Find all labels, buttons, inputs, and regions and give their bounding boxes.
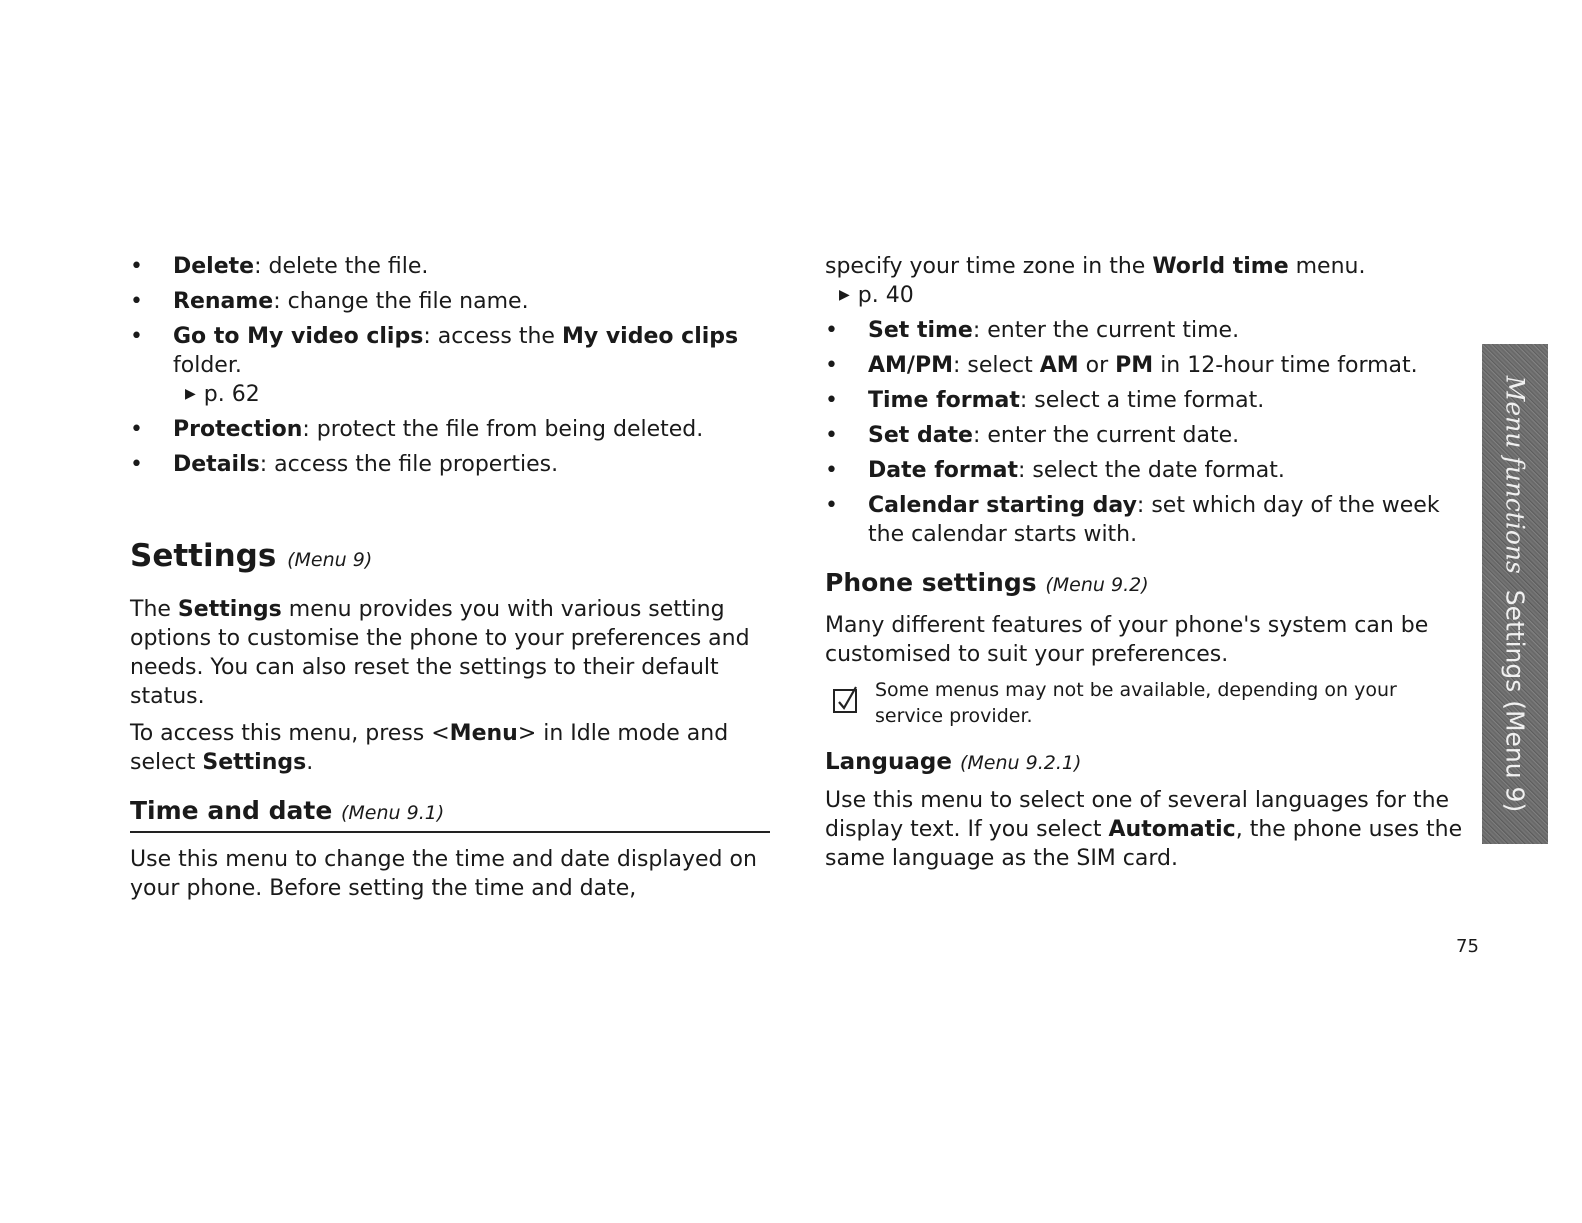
- language-description: Use this menu to select one of several languages for the display text. If you select Automatic, the phone uses the same language as the SIM card.: [825, 788, 1463, 871]
- list-item: • Delete: delete the file.: [130, 252, 770, 281]
- list-item: • Rename: change the file name.: [130, 287, 770, 316]
- right-column: [825, 252, 1465, 881]
- side-tab-label: Menu functions Settings (Menu 9): [1500, 375, 1530, 813]
- language-heading: Language (Menu 9.2.1): [825, 749, 1082, 775]
- left-column: [130, 252, 770, 911]
- file-options-list: [130, 252, 770, 479]
- checkbox-note-icon: [833, 689, 857, 713]
- note-text: Some menus may not be available, depending on your service provider.: [875, 679, 1397, 727]
- list-item: • Details: access the file properties.: [130, 450, 770, 479]
- page-reference: ▶ p. 62: [185, 382, 260, 407]
- term: Rename: [173, 289, 274, 314]
- term: Protection: [173, 417, 303, 442]
- arrow-right-icon: ▶: [839, 287, 850, 303]
- list-item: • Go to My video clips: access the My video clips folder. ▶ p. 62: [130, 322, 770, 409]
- term: Details: [173, 452, 260, 477]
- term: Delete: [173, 254, 255, 279]
- time-date-options-list: [825, 316, 1465, 549]
- world-time-intro: specify your time zone in the World time menu.: [825, 254, 1366, 279]
- list-item: • Time format: select a time format.: [825, 386, 1465, 415]
- list-item: • Protection: protect the file from being deleted.: [130, 415, 770, 444]
- note: [833, 677, 1465, 729]
- list-item: • Set time: enter the current time.: [825, 316, 1465, 345]
- settings-description: The Settings menu provides you with various setting options to customise the phone to your preferences and needs. You can also reset the settings to their default status.: [130, 597, 750, 709]
- page-reference: ▶ p. 40: [839, 283, 914, 308]
- settings-access-instructions: To access this menu, press <Menu> in Idle mode and select Settings.: [130, 721, 729, 775]
- time-and-date-heading: Time and date (Menu 9.1): [130, 795, 770, 833]
- term: My video clips: [561, 324, 739, 349]
- time-and-date-description: Use this menu to change the time and date displayed on your phone. Before setting the time and date,: [130, 847, 757, 901]
- list-item: • Calendar starting day: set which day of the week the calendar starts with.: [825, 491, 1465, 549]
- arrow-right-icon: ▶: [185, 386, 196, 402]
- list-item: • Date format: select the date format.: [825, 456, 1465, 485]
- list-item: • AM/PM: select AM or PM in 12-hour time format.: [825, 351, 1465, 380]
- page-number: 75: [1456, 936, 1479, 957]
- phone-settings-heading: Phone settings (Menu 9.2): [825, 568, 1149, 597]
- settings-heading: Settings (Menu 9): [130, 538, 373, 574]
- term: Go to My video clips: [173, 324, 424, 349]
- phone-settings-description: Many different features of your phone's system can be customised to suit your preferences.: [825, 613, 1429, 667]
- list-item: • Set date: enter the current date.: [825, 421, 1465, 450]
- section-side-tab: [1482, 344, 1548, 844]
